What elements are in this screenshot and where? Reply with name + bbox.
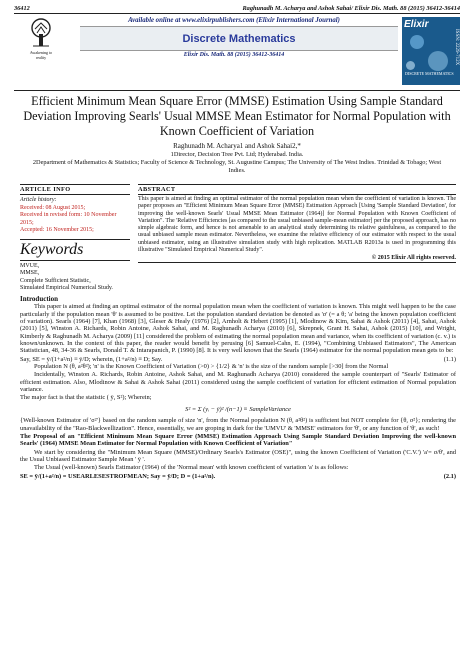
accepted-date: Accepted: 16 November 2015;: [20, 227, 94, 233]
journal-name: Discrete Mathematics: [80, 26, 398, 51]
journal-cover: [402, 17, 460, 85]
body-text: [20, 296, 456, 480]
cover-issn: ISSN: 2229-712X: [454, 29, 459, 66]
paragraph: This paper is aimed at finding an optimal estimator of the normal population mean when the coefficient of variation is known. This might well happen to be the case particularly if the population mean 'θ' is assumed to be positive. Let the population standard deviation be denoted as 'σ' (= a θ; 'a' being the known population coefficient of variation). Searls (1964) [7], Khan (1968) [3], Gleser & Healy (1976) [2], Arnholt & Hebert (1995) [1], Mlodinow & Kim, Sahai & Ashok (2011) [4], Sahai, Ashok (2011) [5], Winston A. Richards, Robin Antoine, Ashok Sahai, and M. Raghunadh Acharya (2010) [6], Skrepnek, Grant H. Sahai, Ashok (2015) [10], and Wright, Kimberly & Raghunadh M. Acharya (2009) [11] considered the problem of estimating the normal population mean and variance, when its coefficient of variation (c. v.) is known/unknown. In the context of this paper, the reader would benefit by perusing [6] Samuel-Cahn, E. (1994), "Combining Unbiased Estimators", The American Statistician, 48, 34-36 & Searls, Donald T. & Intarapanich, P. (1990) [8]. It is very well known that the Searls (1964) estimator for the normal population mean gets to be:: [20, 303, 456, 355]
paragraph: The Usual (well-known) Searls Estimator (1964) of the 'Normal mean' with known coefficient of variation 'a' is as follows:: [34, 464, 349, 472]
paragraph: We start by considering the "Minimum Mean Square (MMSE)/Ordinary Searls's Estimator (OSE)", using the known Coefficient of Variation ('C.V.') 'a'= σ/θ', and the Usual Unbiased Estimator Sample Mean ' ȳ '.: [20, 448, 456, 463]
keywords-list: MVUE, MMSE, Complete Sufficient Statistic, Simulated Empirical Numerical Study.: [20, 262, 113, 291]
affiliation-2: 2Department of Mathematics & Statistics; Faculty of Science & Technology, St. Augustine Campus; The University of The West Indies. Trinidad & Tobago; West Indies.: [32, 159, 442, 175]
paragraph: Incidentally, Winston A. Richards, Robin Antoine, Ashok Sahai, and M. Raghunadh Acharya (2010) considered the sample counterpart of "Searls' Estimator of efficient estimation. Also, Mlodinow & Sahai & Ashok Sahai (2011) considered using the sample coefficient of variation for efficient estimation of Normal population variance.: [20, 371, 456, 394]
cover-title: Elixir: [404, 19, 429, 30]
article-info-heading: ARTICLE INFO: [20, 184, 130, 195]
section-heading-2: The Proposal of an "Efficient Minimum Mean Square Error (MMSE) Estimation Approach Using Sample Standard Deviation Improving the well-known Searls' (1964) MMSE Mean Estimator for Normal Population with Known Coefficient of Variation": [20, 432, 456, 448]
equation-1: Say, SE = ȳ/(1+a²/n) ≡ ȳ/D; wherein, (1+a²/n) ≡ D; Say. (1.1): [20, 355, 456, 363]
journal-reference: Elixir Dis. Math. 88 (2015) 36412-36414: [183, 52, 285, 58]
running-header: [14, 5, 460, 12]
publisher-logo: [15, 17, 67, 67]
abstract-text: This paper is aimed at finding an optimal estimator of the normal population mean when the coefficient of variation is known. The paper proposes an "Efficient Minimum Mean Square Error (MMSE) Estimation Approach [Using 'Sample Standard Deviation', for improving the well-known Searls' Usual MMSE Mean Estimator (1964)] for Normal Population with Known Coefficient of Variation". The 'Relative Efficiencies [as compared to the usual unbiased sample-mean estimator] per the proposed approach, has no simple algebraic form, and hence is not amenable to an analytical study determining its relative gainfulness, as compared to the usual unbiased sample mean estimator. Nevertheless, we examine the relative efficiency of our estimator with respect to the usual unbiased estimator, using an illustrative simulation study with high replication. MATLAB R2013a is used in programming this illustrative "Simulated Empirical Numerical Study".: [138, 196, 456, 254]
equation-3: SE = ȳ/(1+a²/n) = USEARLESESTROFMEAN; Say = ȳ/D; D = (1+a²/n). (2.1): [20, 472, 456, 480]
paragraph: {Well-known Estimator of 'σ²'} based on the random sample of size 'n', from the Normal population N (θ, a²θ²) is sufficient but NOT complete for {θ, σ²}; rendering the unavailability of the "Rao-Blackwellization". Hence, essentially, we are groping in dark for the 'UMVU' & 'MMSE' estimators for 'θ', or any function of 'θ', as such!: [20, 417, 456, 432]
abstract-heading: ABSTRACT: [138, 184, 456, 195]
received-date: Received: 08 August 2015;: [20, 204, 86, 211]
affiliations: [30, 151, 444, 176]
keywords-section: Keywords: [20, 239, 130, 261]
header-citation: Raghunadh M. Acharya and Ashok Sahai/ Elixir Dis. Math. 88 (2015) 36412-36414: [242, 5, 460, 12]
page-number: 36412: [14, 5, 30, 12]
cover-subtitle: DISCRETE MATHEMATICS: [405, 71, 454, 76]
masthead-rule: [14, 90, 460, 91]
header-rule: [14, 13, 460, 14]
intro-heading: Introduction: [20, 295, 58, 303]
paragraph: The major fact is that the statistic ( ȳ, S²); Wherein;: [20, 394, 152, 402]
paper-title: Efficient Minimum Mean Square Error (MMSE) Estimation Using Sample Standard Deviation Improving Searls' Usual MMSE Mean Estimator for Normal Population with Known Coefficient of Variation: [23, 94, 451, 138]
revised-date: Received in revised form: 10 November 2015;: [20, 212, 117, 226]
copyright: © 2015 Elixir All rights reserved.: [138, 255, 456, 263]
availability-line: Available online at www.elixirpublishers.com (Elixir International Journal): [128, 17, 340, 24]
authors: Raghunadh M. Acharya1 and Ashok Sahai2,*: [173, 142, 301, 150]
article-history: Article history: Received: 08 August 2015; Received in revised form: 10 November 2015; Accepted: 16 November 2015;: [20, 197, 130, 235]
tree-logo-icon: [25, 17, 57, 49]
equation-2: S² = Σ (yᵢ − ȳ)² /(n−1) ≡ SampleVariance: [185, 405, 291, 413]
affiliation-1: 1Director, Decision Tree Pvt. Ltd; Hyderabad. India.: [170, 151, 304, 158]
paragraph: Population N (θ, a²θ²); 'n' is the Known Coefficient of Variation (>0) > {1/2} & 'n' is the size of the random sample [>30] from the Normal: [34, 363, 389, 371]
abstract-section: [138, 184, 456, 263]
logo-caption: Awakening to reality: [29, 50, 53, 60]
article-info: [20, 184, 130, 293]
